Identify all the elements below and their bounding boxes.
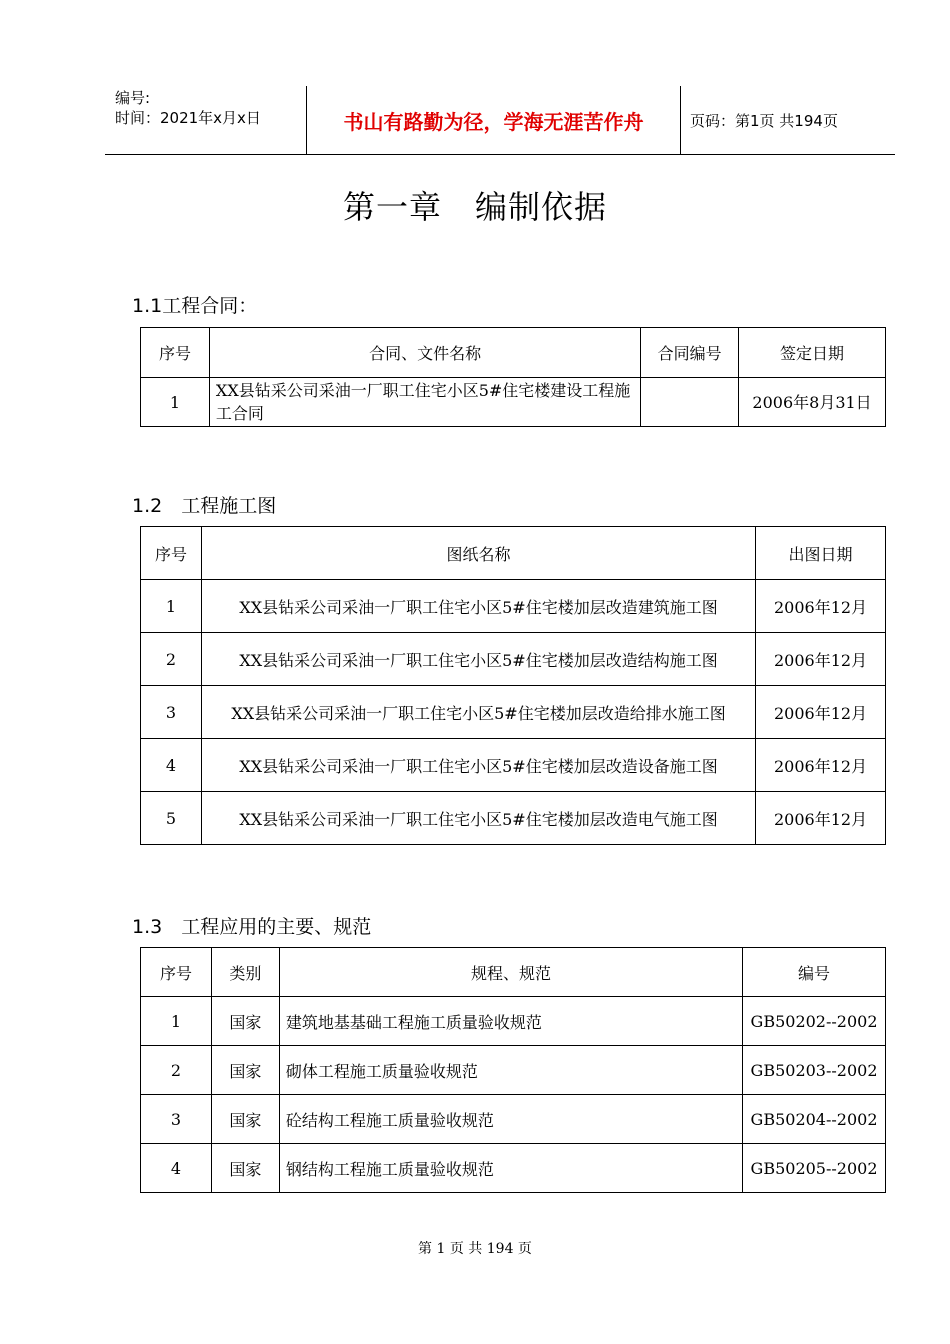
table-cell: 3 bbox=[141, 686, 202, 739]
column-header: 编号 bbox=[743, 948, 886, 997]
table-cell: XX县钻采公司采油一厂职工住宅小区5#住宅楼加层改造给排水施工图 bbox=[201, 686, 755, 739]
table-cell: GB50205--2002 bbox=[743, 1144, 886, 1193]
header-info bbox=[115, 88, 261, 128]
table-row bbox=[141, 580, 886, 633]
table-row bbox=[141, 378, 886, 427]
chapter-title: 第一章 编制依据 bbox=[342, 188, 607, 226]
table-cell: 2006年12月 bbox=[756, 686, 886, 739]
table-cell: 3 bbox=[141, 1095, 212, 1144]
table-cell: 国家 bbox=[211, 1095, 279, 1144]
table-cell: 2 bbox=[141, 633, 202, 686]
table-row bbox=[141, 739, 886, 792]
table-cell: 2006年12月 bbox=[756, 580, 886, 633]
table-cell: 2006年12月 bbox=[756, 633, 886, 686]
table-header-row bbox=[141, 948, 886, 997]
column-header: 序号 bbox=[141, 527, 202, 580]
table-cell: 2006年12月 bbox=[756, 739, 886, 792]
table-cell: GB50203--2002 bbox=[743, 1046, 886, 1095]
section-title-drawings: 1.2 工程施工图 bbox=[132, 495, 277, 517]
section-title-standards: 1.3 工程应用的主要、规范 bbox=[132, 916, 372, 938]
table-row bbox=[141, 1095, 886, 1144]
table-cell: 建筑地基基础工程施工质量验收规范 bbox=[279, 997, 742, 1046]
table-row bbox=[141, 633, 886, 686]
table-cell: 5 bbox=[141, 792, 202, 845]
header-motto: 书山有路勤为径，学海无涯苦作舟 bbox=[306, 86, 681, 154]
table-cell: 钢结构工程施工质量验收规范 bbox=[279, 1144, 742, 1193]
table-cell: 1 bbox=[141, 580, 202, 633]
table-header-row bbox=[141, 328, 886, 378]
table-row bbox=[141, 686, 886, 739]
table-cell: 2006年12月 bbox=[756, 792, 886, 845]
table-cell: XX县钻采公司采油一厂职工住宅小区5#住宅楼加层改造电气施工图 bbox=[201, 792, 755, 845]
document-number-label: 编号: bbox=[115, 89, 151, 107]
table-cell: GB50204--2002 bbox=[743, 1095, 886, 1144]
table-header-row bbox=[141, 527, 886, 580]
table-cell: 4 bbox=[141, 1144, 212, 1193]
table-cell: 1 bbox=[141, 997, 212, 1046]
table-cell: 2006年8月31日 bbox=[739, 378, 886, 427]
table-cell: 国家 bbox=[211, 997, 279, 1046]
drawing-table bbox=[140, 526, 886, 845]
table-cell: 4 bbox=[141, 739, 202, 792]
column-header: 签定日期 bbox=[739, 328, 886, 378]
column-header: 序号 bbox=[141, 328, 210, 378]
column-header: 序号 bbox=[141, 948, 212, 997]
table-cell: XX县钻采公司采油一厂职工住宅小区5#住宅楼建设工程施工合同 bbox=[209, 378, 640, 427]
table-row bbox=[141, 997, 886, 1046]
table-cell: XX县钻采公司采油一厂职工住宅小区5#住宅楼加层改造结构施工图 bbox=[201, 633, 755, 686]
table-cell: XX县钻采公司采油一厂职工住宅小区5#住宅楼加层改造设备施工图 bbox=[201, 739, 755, 792]
table-row bbox=[141, 1144, 886, 1193]
table-cell: 2 bbox=[141, 1046, 212, 1095]
table-row bbox=[141, 792, 886, 845]
header-page-number: 页码：第1页 共194页 bbox=[690, 112, 838, 130]
table-cell bbox=[641, 378, 739, 427]
table-cell: 砌体工程施工质量验收规范 bbox=[279, 1046, 742, 1095]
table-row bbox=[141, 1046, 886, 1095]
table-cell: GB50202--2002 bbox=[743, 997, 886, 1046]
table-cell: 国家 bbox=[211, 1144, 279, 1193]
section-title-contract: 1.1工程合同： bbox=[132, 295, 258, 317]
table-cell: XX县钻采公司采油一厂职工住宅小区5#住宅楼加层改造建筑施工图 bbox=[201, 580, 755, 633]
table-cell: 1 bbox=[141, 378, 210, 427]
page-header bbox=[105, 86, 895, 155]
table-cell: 砼结构工程施工质量验收规范 bbox=[279, 1095, 742, 1144]
column-header: 图纸名称 bbox=[201, 527, 755, 580]
column-header: 规程、规范 bbox=[279, 948, 742, 997]
column-header: 类别 bbox=[211, 948, 279, 997]
column-header: 合同编号 bbox=[641, 328, 739, 378]
document-time: 时间：2021年x月x日 bbox=[115, 109, 261, 127]
standards-table bbox=[140, 947, 886, 1193]
column-header: 出图日期 bbox=[756, 527, 886, 580]
contract-table bbox=[140, 327, 886, 427]
table-cell: 国家 bbox=[211, 1046, 279, 1095]
page-footer: 第 1 页 共 194 页 bbox=[418, 1241, 532, 1257]
column-header: 合同、文件名称 bbox=[209, 328, 640, 378]
